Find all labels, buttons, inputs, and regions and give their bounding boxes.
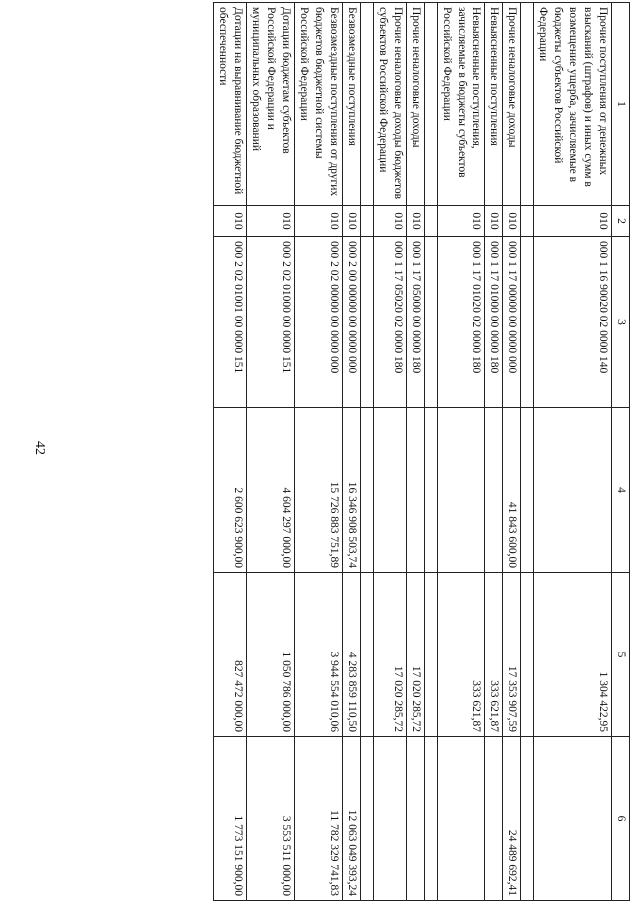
- line-code-cell: 010: [247, 206, 295, 237]
- table-row: [373, 3, 406, 901]
- budget-code-cell: 000 2 02 00000 00 0000 000: [295, 237, 343, 408]
- line-code-cell: 010: [406, 206, 424, 237]
- executed-amount-cell: 827 472 000,00: [214, 573, 247, 737]
- executed-amount-cell: 1 304 422,95: [534, 573, 612, 737]
- approved-amount-cell: [373, 408, 406, 573]
- table-spacer-row: [424, 3, 437, 901]
- budget-code-cell: 000 1 17 05000 00 0000 180: [406, 237, 424, 408]
- row-name-cell: Прочие неналоговые доходы: [406, 3, 424, 206]
- row-name-cell: Прочие поступления от денежных взысканий (штрафов) и иных сумм в возмещение ущерба, зачисляемые в бюджеты субъектов Российской Федерации: [534, 3, 612, 206]
- page-number: 42: [32, 441, 47, 455]
- approved-amount-cell: [437, 408, 485, 573]
- table-row: [406, 3, 424, 901]
- line-code-cell: 010: [373, 206, 406, 237]
- table-row: [485, 3, 503, 901]
- table-body: [214, 3, 612, 901]
- line-code-cell: 010: [295, 206, 343, 237]
- unexecuted-amount-cell: [485, 737, 503, 901]
- empty-cell: [360, 573, 373, 737]
- row-name-cell: Прочие неналоговые доходы: [503, 3, 521, 206]
- executed-amount-cell: 333 621,87: [437, 573, 485, 737]
- empty-cell: [424, 206, 437, 237]
- executed-amount-cell: 333 621,87: [485, 573, 503, 737]
- empty-cell: [521, 237, 534, 408]
- table-row: [342, 3, 360, 901]
- column-number-row: [612, 3, 630, 901]
- row-name-cell: Невыясненные поступления: [485, 3, 503, 206]
- empty-cell: [360, 206, 373, 237]
- empty-cell: [360, 237, 373, 408]
- table-row: [214, 3, 247, 901]
- rotated-report-table: [68, 2, 630, 900]
- budget-code-cell: 000 2 02 01001 00 0000 151: [214, 237, 247, 408]
- empty-cell: [424, 408, 437, 573]
- table-row: [437, 3, 485, 901]
- line-code-cell: 010: [485, 206, 503, 237]
- column-header: 6: [612, 737, 630, 901]
- approved-amount-cell: [534, 408, 612, 573]
- row-name-cell: Прочие неналоговые доходы бюджетов субъектов Российской Федерации: [373, 3, 406, 206]
- empty-cell: [360, 737, 373, 901]
- executed-amount-cell: 17 020 285,72: [373, 573, 406, 737]
- executed-amount-cell: 3 944 554 010,06: [295, 573, 343, 737]
- approved-amount-cell: [485, 408, 503, 573]
- empty-cell: [360, 408, 373, 573]
- approved-amount-cell: [406, 408, 424, 573]
- budget-code-cell: 000 1 17 01020 02 0000 180: [437, 237, 485, 408]
- empty-cell: [521, 3, 534, 206]
- table-row: [534, 3, 612, 901]
- approved-amount-cell: 15 726 883 751,89: [295, 408, 343, 573]
- approved-amount-cell: 41 843 600,00: [503, 408, 521, 573]
- unexecuted-amount-cell: 1 773 151 900,00: [214, 737, 247, 901]
- unexecuted-amount-cell: 11 782 329 741,83: [295, 737, 343, 901]
- row-name-cell: Дотации бюджетам субъектов Российской Федерации и муниципальных образований: [247, 3, 295, 206]
- approved-amount-cell: 4 604 297 000,00: [247, 408, 295, 573]
- line-code-cell: 010: [437, 206, 485, 237]
- empty-cell: [521, 573, 534, 737]
- unexecuted-amount-cell: 12 063 049 393,24: [342, 737, 360, 901]
- revenue-table: [213, 2, 630, 901]
- executed-amount-cell: 17 020 285,72: [406, 573, 424, 737]
- line-code-cell: 010: [342, 206, 360, 237]
- budget-code-cell: 000 2 00 00000 00 0000 000: [342, 237, 360, 408]
- row-name-cell: Дотации на выравнивание бюджетной обеспеченности: [214, 3, 247, 206]
- table-spacer-row: [521, 3, 534, 901]
- table-row: [247, 3, 295, 901]
- empty-cell: [521, 737, 534, 901]
- row-name-cell: Безвозмездные поступления от других бюджетов бюджетной системы Российской Федерации: [295, 3, 343, 206]
- budget-code-cell: 000 1 17 00000 00 0000 000: [503, 237, 521, 408]
- line-code-cell: 010: [534, 206, 612, 237]
- empty-cell: [424, 573, 437, 737]
- column-header: 5: [612, 573, 630, 737]
- budget-code-cell: 000 1 16 90020 02 0000 140: [534, 237, 612, 408]
- empty-cell: [360, 3, 373, 206]
- empty-cell: [521, 408, 534, 573]
- unexecuted-amount-cell: 3 553 511 000,00: [247, 737, 295, 901]
- empty-cell: [521, 206, 534, 237]
- unexecuted-amount-cell: [373, 737, 406, 901]
- empty-cell: [424, 237, 437, 408]
- empty-cell: [424, 737, 437, 901]
- line-code-cell: 010: [503, 206, 521, 237]
- executed-amount-cell: 4 283 859 110,50: [342, 573, 360, 737]
- row-name-cell: Невыясненные поступления, зачисляемые в бюджеты субъектов Российской Федерации: [437, 3, 485, 206]
- unexecuted-amount-cell: [406, 737, 424, 901]
- table-row: [295, 3, 343, 901]
- unexecuted-amount-cell: [437, 737, 485, 901]
- approved-amount-cell: 16 346 908 503,74: [342, 408, 360, 573]
- table-row: [503, 3, 521, 901]
- executed-amount-cell: 1 050 786 000,00: [247, 573, 295, 737]
- column-header: 1: [612, 3, 630, 206]
- budget-code-cell: 000 2 02 01000 00 0000 151: [247, 237, 295, 408]
- unexecuted-amount-cell: [534, 737, 612, 901]
- budget-code-cell: 000 1 17 01000 00 0000 180: [485, 237, 503, 408]
- unexecuted-amount-cell: 24 489 692,41: [503, 737, 521, 901]
- table-spacer-row: [360, 3, 373, 901]
- row-name-cell: Безвозмездные поступления: [342, 3, 360, 206]
- budget-code-cell: 000 1 17 05020 02 0000 180: [373, 237, 406, 408]
- approved-amount-cell: 2 600 623 900,00: [214, 408, 247, 573]
- line-code-cell: 010: [214, 206, 247, 237]
- column-header: 2: [612, 206, 630, 237]
- column-header: 3: [612, 237, 630, 408]
- empty-cell: [424, 3, 437, 206]
- executed-amount-cell: 17 353 907,59: [503, 573, 521, 737]
- column-header: 4: [612, 408, 630, 573]
